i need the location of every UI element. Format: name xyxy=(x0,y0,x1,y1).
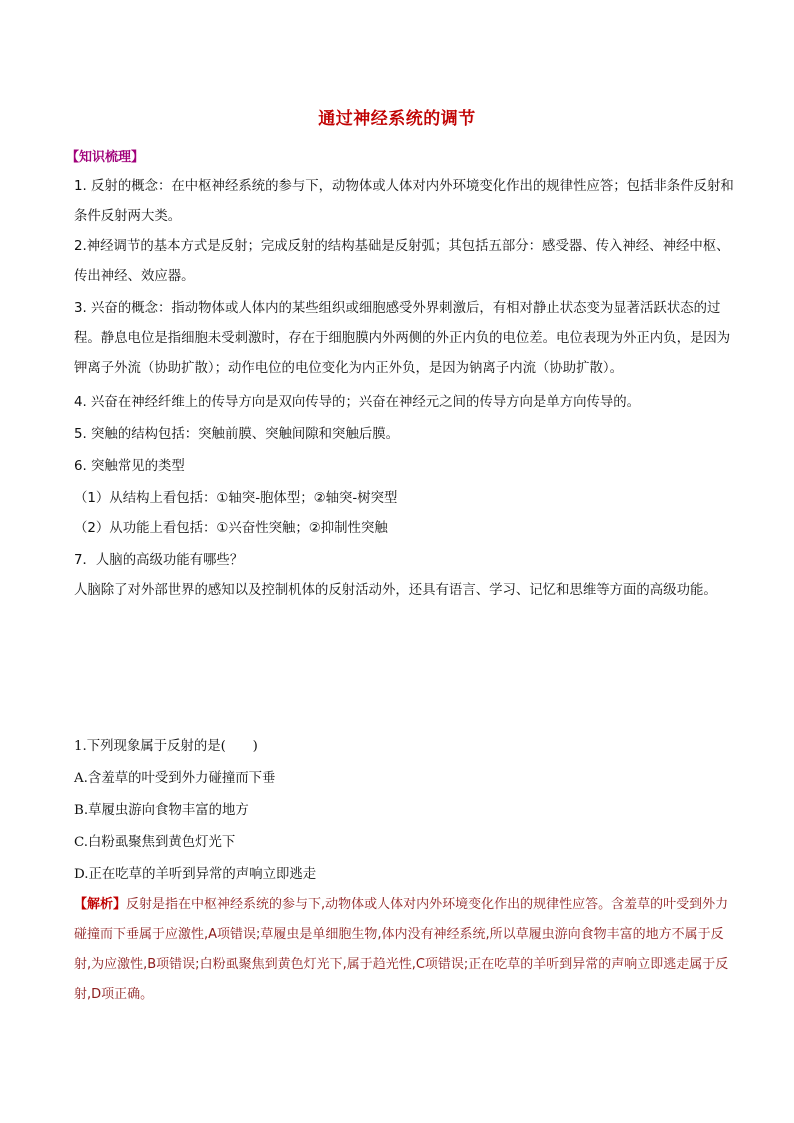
analysis xyxy=(74,890,734,1010)
point-1: 1. 反射的概念：在中枢神经系统的参与下，动物体或人体对内外环境变化作出的规律性应答；包括非条件反射和条件反射两大类。 xyxy=(74,179,734,224)
point-7-answer: 人脑除了对外部世界的感知以及控制机体的反射活动外，还具有语言、学习、记忆和思维等方面的高级功能。 xyxy=(74,583,717,598)
point-6-1: （1）从结构上看包括：①轴突-胞体型；②轴突-树突型 xyxy=(74,491,398,506)
option-a: A.含羞草的叶受到外力碰撞而下垂 xyxy=(74,771,276,786)
analysis-label: 【解析】 xyxy=(74,897,127,912)
section-tag: 【知识梳理】 xyxy=(66,150,145,165)
point-5: 5. 突触的结构包括：突触前膜、突触间隙和突触后膜。 xyxy=(74,427,400,442)
option-b: B.草履虫游向食物丰富的地方 xyxy=(74,803,249,818)
point-3: 3. 兴奋的概念：指动物体或人体内的某些组织或细胞感受外界刺激后，有相对静止状态变为显著活跃状态的过程。静息电位是指细胞未受刺激时，存在于细胞膜内外两侧的外正内负的电位差。电位表现为外正内负，是因为钾离子外流（协助扩散）；动作电位的电位变化为内正外负，是因为钠离子内流（协助扩散）。 xyxy=(74,301,731,376)
option-c: C.白粉虱聚焦到黄色灯光下 xyxy=(74,835,236,850)
point-7-heading: 7．人脑的高级功能有哪些？ xyxy=(74,553,244,568)
point-4: 4. 兴奋在神经纤维上的传导方向是双向传导的；兴奋在神经元之间的传导方向是单方向传导的。 xyxy=(74,395,641,410)
point-6-2: （2）从功能上看包括：①兴奋性突触；②抑制性突触 xyxy=(74,521,388,536)
option-d: D.正在吃草的羊听到异常的声响立即逃走 xyxy=(74,867,317,882)
page-title: 通过神经系统的调节 xyxy=(318,109,476,129)
question-stem: 1.下列现象属于反射的是( ) xyxy=(74,739,258,754)
point-2: 2.神经调节的基本方式是反射；完成反射的结构基础是反射弧；其包括五部分：感受器、传入神经、神经中枢、传出神经、效应器。 xyxy=(74,239,730,284)
analysis-text: 反射是指在中枢神经系统的参与下,动物体或人体对内外环境变化作出的规律性应答。含羞草的叶受到外力碰撞而下垂属于应激性,A项错误;草履虫是单细胞生物,体内没有神经系统,所以草履虫游向食物丰富的地方不属于反射,为应激性,B项错误;白粉虱聚焦到黄色灯光下,属于趋光性,C项错误;正在吃草的羊听到异常的声响立即逃走属于反射,D项正确。 xyxy=(74,897,729,1002)
point-6: 6. 突触常见的类型 xyxy=(74,459,185,474)
